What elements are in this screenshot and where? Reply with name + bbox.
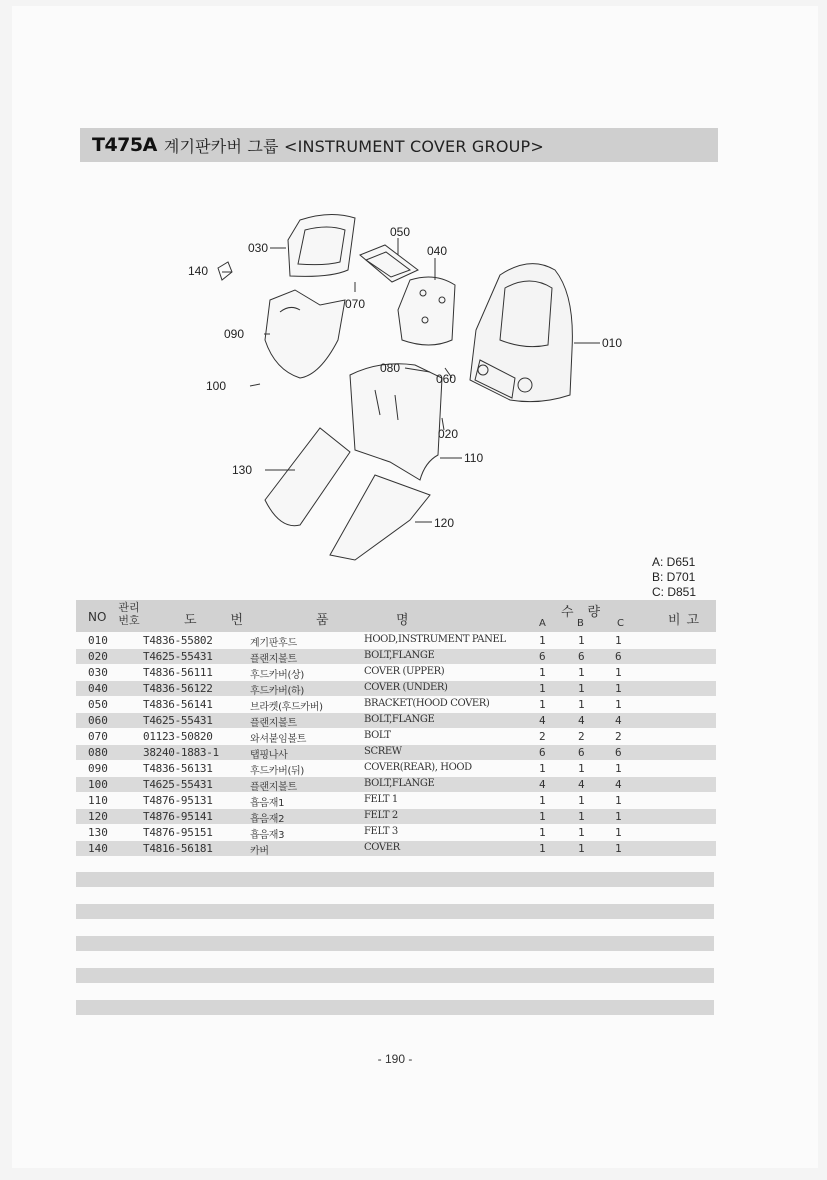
cell-name-en: FELT 1 (364, 794, 398, 805)
cell-qty-c: 1 (615, 842, 622, 855)
cell-name-ko: 흡음재2 (250, 814, 285, 825)
model-variants-legend (652, 555, 722, 600)
cell-qty-b: 1 (578, 826, 585, 839)
cell-name-en: FELT 2 (364, 810, 398, 821)
table-row (76, 665, 716, 680)
parts-drawing (180, 200, 640, 570)
cell-name-en: BOLT (364, 730, 391, 741)
cell-qty-a: 4 (539, 778, 546, 791)
table-body (76, 633, 716, 856)
cell-qty-b: 4 (578, 714, 585, 727)
cell-qty-c: 1 (615, 762, 622, 775)
cell-part-number: T4625-55431 (143, 778, 213, 791)
cell-qty-a: 4 (539, 714, 546, 727)
blank-table-band (76, 1000, 714, 1015)
cell-qty-a: 1 (539, 698, 546, 711)
cell-qty-a: 1 (539, 826, 546, 839)
cell-name-ko: 탭핑나사 (250, 750, 288, 761)
table-row (76, 681, 716, 696)
cell-part-number: T4876-95141 (143, 810, 213, 823)
cell-qty-b: 1 (578, 682, 585, 695)
cell-no: 010 (88, 634, 108, 647)
cell-qty-a: 1 (539, 842, 546, 855)
table-row (76, 729, 716, 744)
cell-no: 020 (88, 650, 108, 663)
cell-name-en: BOLT,FLANGE (364, 714, 435, 725)
cell-no: 080 (88, 746, 108, 759)
cell-no: 040 (88, 682, 108, 695)
cell-part-number: 01123-50820 (143, 730, 213, 743)
cell-no: 140 (88, 842, 108, 855)
cell-name-en: COVER(REAR), HOOD (364, 762, 472, 773)
variant-c: C: D851 (652, 585, 697, 599)
callout-050: 050 (390, 225, 411, 239)
cell-qty-a: 1 (539, 634, 546, 647)
cell-qty-c: 1 (615, 666, 622, 679)
cell-qty-c: 1 (615, 682, 622, 695)
group-code: T475A (92, 134, 157, 156)
cell-name-en: COVER (364, 842, 400, 853)
parts-list-table (76, 600, 716, 856)
cell-qty-b: 1 (578, 666, 585, 679)
blank-table-band (76, 968, 714, 983)
cell-name-ko: 플랜지볼트 (250, 718, 297, 729)
blank-table-band (76, 936, 714, 951)
callout-080: 080 (380, 361, 401, 375)
cell-qty-b: 1 (578, 810, 585, 823)
callout-140: 140 (188, 264, 209, 278)
callout-040: 040 (427, 244, 448, 258)
table-row (76, 825, 716, 840)
cell-part-number: T4836-55802 (143, 634, 213, 647)
cell-qty-c: 1 (615, 794, 622, 807)
cell-name-ko: 후드카버(뒤) (250, 766, 305, 777)
cell-name-ko: 흡음재3 (250, 830, 285, 841)
cell-qty-b: 4 (578, 778, 585, 791)
cell-part-number: T4836-56141 (143, 698, 213, 711)
callout-110: 110 (464, 451, 484, 465)
group-title-bar (80, 128, 718, 162)
cell-qty-a: 6 (539, 650, 546, 663)
header-qty-b: B (577, 618, 584, 629)
table-row (76, 713, 716, 728)
table-header (76, 600, 716, 632)
cell-part-number: T4816-56181 (143, 842, 213, 855)
cell-qty-a: 1 (539, 666, 546, 679)
cell-name-en: BOLT,FLANGE (364, 650, 435, 661)
cell-no: 110 (88, 794, 108, 807)
cell-part-number: T4836-56111 (143, 666, 213, 679)
cell-name-en: HOOD,INSTRUMENT PANEL (364, 634, 506, 645)
header-qty-c: C (617, 618, 624, 629)
cell-part-number: T4625-55431 (143, 714, 213, 727)
cell-qty-a: 6 (539, 746, 546, 759)
cell-name-en: FELT 3 (364, 826, 398, 837)
header-part-name-1: 품 (316, 613, 329, 628)
cell-name-en: SCREW (364, 746, 402, 757)
callout-120: 120 (434, 516, 455, 530)
header-quantity: 수량 (561, 605, 615, 620)
callout-090: 090 (224, 327, 245, 341)
cell-part-number: 38240-1883-1 (143, 746, 219, 759)
cell-name-ko: 플랜지볼트 (250, 654, 297, 665)
cell-qty-c: 4 (615, 714, 622, 727)
cell-part-number: T4836-56122 (143, 682, 213, 695)
cell-name-ko: 카버 (250, 846, 269, 857)
cell-qty-a: 1 (539, 762, 546, 775)
cell-qty-b: 6 (578, 746, 585, 759)
cell-no: 090 (88, 762, 108, 775)
table-row (76, 745, 716, 760)
cell-part-number: T4625-55431 (143, 650, 213, 663)
cell-name-en: BOLT,FLANGE (364, 778, 435, 789)
cell-qty-b: 1 (578, 762, 585, 775)
callout-030: 030 (248, 241, 269, 255)
cell-qty-a: 1 (539, 794, 546, 807)
cell-qty-b: 6 (578, 650, 585, 663)
cell-no: 120 (88, 810, 108, 823)
cell-qty-c: 6 (615, 650, 622, 663)
callout-060: 060 (436, 372, 457, 386)
blank-table-band (76, 872, 714, 887)
blank-table-band (76, 904, 714, 919)
cell-part-number: T4836-56131 (143, 762, 213, 775)
cell-qty-a: 2 (539, 730, 546, 743)
callout-070: 070 (345, 297, 366, 311)
cell-qty-b: 1 (578, 634, 585, 647)
header-remarks: 비고 (668, 613, 706, 628)
cell-no: 060 (88, 714, 108, 727)
table-row (76, 633, 716, 648)
cell-qty-c: 1 (615, 634, 622, 647)
cell-qty-a: 1 (539, 810, 546, 823)
cell-name-en: COVER (UNDER) (364, 682, 448, 693)
callout-020: 020 (438, 427, 459, 441)
variant-b: B: D701 (652, 570, 696, 584)
variant-a: A: D651 (652, 555, 696, 569)
cell-part-number: T4876-95131 (143, 794, 213, 807)
table-row (76, 841, 716, 856)
table-row (76, 697, 716, 712)
table-row (76, 793, 716, 808)
callout-130: 130 (232, 463, 253, 477)
header-qty-a: A (539, 618, 546, 629)
header-management-no: 관리 번호 (118, 601, 140, 627)
cell-qty-b: 1 (578, 842, 585, 855)
cell-no: 070 (88, 730, 108, 743)
cell-qty-b: 2 (578, 730, 585, 743)
header-part-name-2: 명 (396, 613, 409, 628)
cell-no: 100 (88, 778, 108, 791)
cell-qty-c: 4 (615, 778, 622, 791)
cell-part-number: T4876-95151 (143, 826, 213, 839)
header-no: NO (88, 610, 107, 624)
cell-qty-c: 2 (615, 730, 622, 743)
cell-name-ko: 플랜지볼트 (250, 782, 297, 793)
table-row (76, 761, 716, 776)
cell-qty-c: 6 (615, 746, 622, 759)
cell-no: 050 (88, 698, 108, 711)
cell-name-ko: 후드카버(하) (250, 686, 305, 697)
table-row (76, 649, 716, 664)
cell-qty-a: 1 (539, 682, 546, 695)
header-part-number: 도번 (184, 613, 278, 628)
cell-qty-b: 1 (578, 794, 585, 807)
cell-no: 130 (88, 826, 108, 839)
cell-name-ko: 계기판후드 (250, 638, 297, 649)
cell-name-ko: 와셔붙임볼트 (250, 734, 307, 745)
cell-qty-b: 1 (578, 698, 585, 711)
cell-no: 030 (88, 666, 108, 679)
cell-name-ko: 흡음재1 (250, 798, 285, 809)
callout-010: 010 (602, 336, 623, 350)
cell-name-en: COVER (UPPER) (364, 666, 445, 677)
table-row (76, 777, 716, 792)
cell-qty-c: 1 (615, 810, 622, 823)
page-number: - 190 - (377, 1052, 413, 1066)
exploded-parts-diagram (180, 200, 640, 570)
group-title: 계기판카버 그룹 <INSTRUMENT COVER GROUP> (163, 136, 545, 156)
cell-qty-c: 1 (615, 698, 622, 711)
cell-qty-c: 1 (615, 826, 622, 839)
callout-100: 100 (206, 379, 227, 393)
cell-name-en: BRACKET(HOOD COVER) (364, 698, 490, 709)
table-row (76, 809, 716, 824)
cell-name-ko: 브라켓(후드카버) (250, 702, 323, 713)
cell-name-ko: 후드카버(상) (250, 670, 305, 681)
